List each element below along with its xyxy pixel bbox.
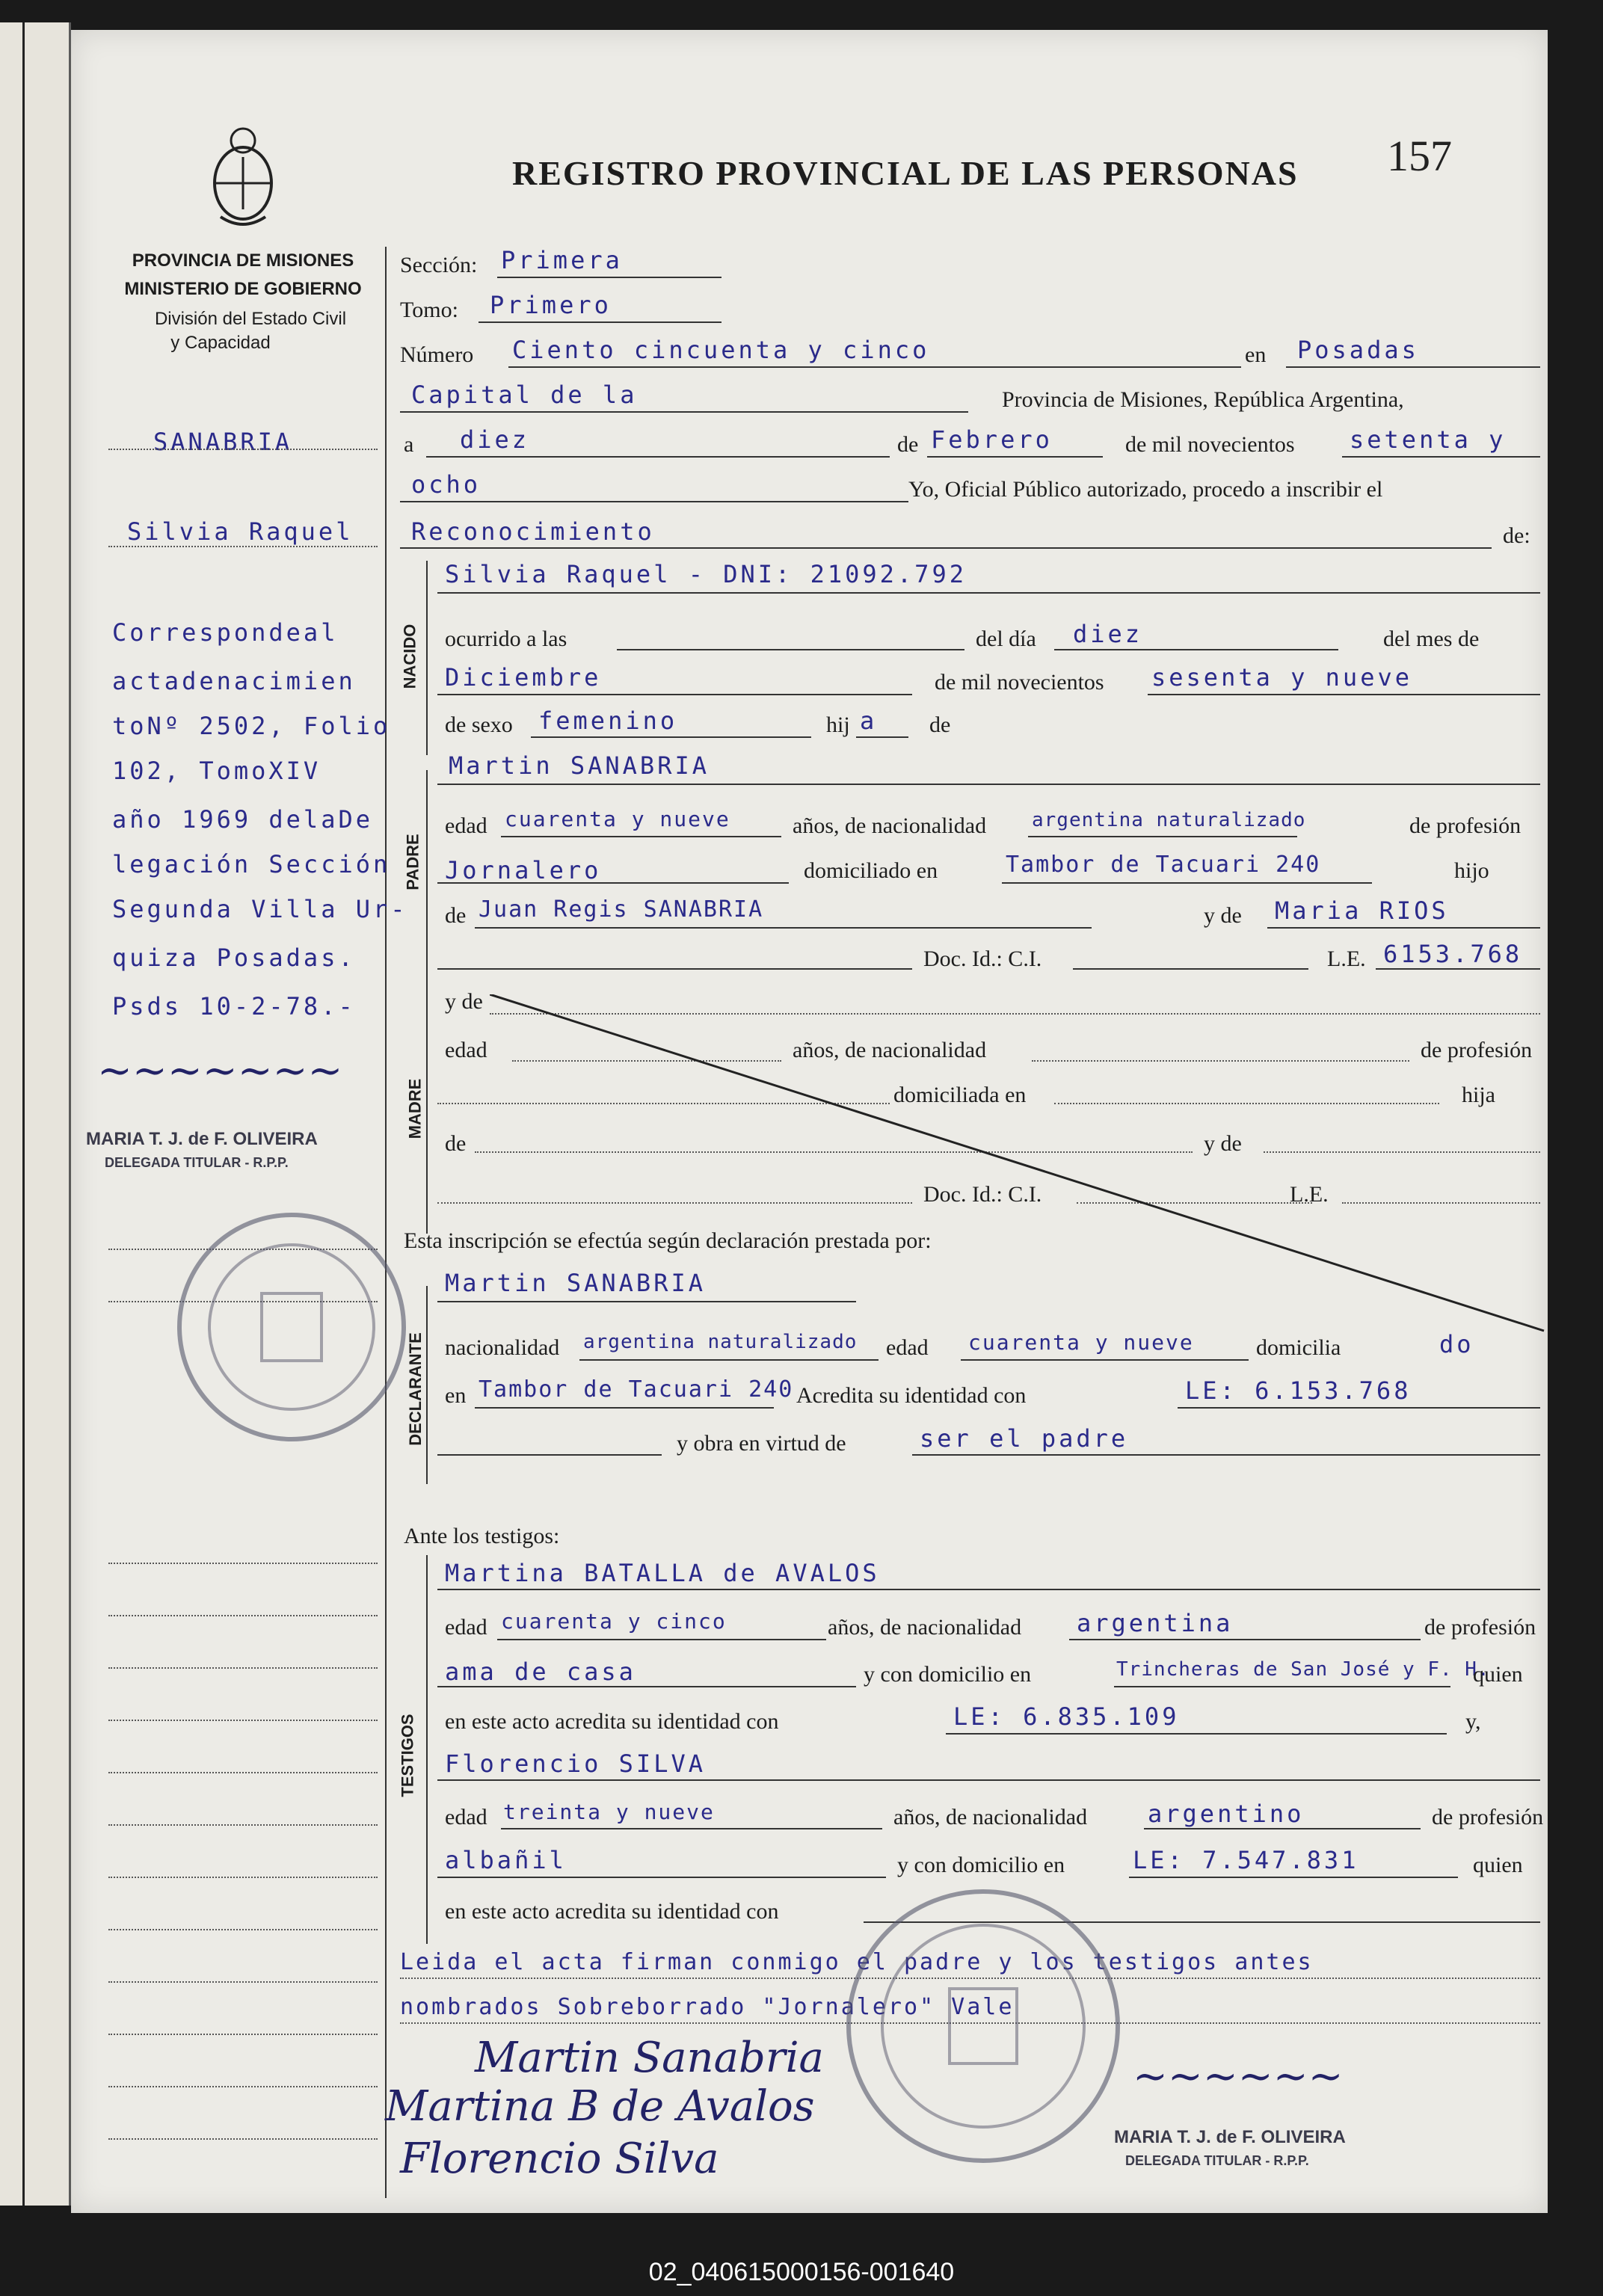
label-t2-con-domicilio: y con domicilio en [897, 1853, 1065, 1877]
margin-note-7: año 1969 delaDe [112, 805, 373, 834]
side-label-testigos: TESTIGOS [398, 1714, 417, 1797]
signature-oficial: ~~~~~~ [1133, 2052, 1344, 2101]
label-obra-virtud: y obra en virtud de [677, 1431, 846, 1456]
register-page [71, 30, 1548, 2213]
margin-note-2: Silvia Raquel [127, 517, 354, 546]
field-line [1342, 456, 1540, 458]
label-t1-profesion: de profesión [1424, 1615, 1536, 1640]
label-ocurrido: ocurrido a las [445, 627, 567, 651]
label-del-dia: del día [976, 627, 1036, 651]
right-stamp-name: MARIA T. J. de F. OLIVEIRA [1114, 2127, 1346, 2147]
side-label-nacido: NACIDO [400, 624, 419, 689]
left-circular-stamp-icon [168, 1204, 415, 1450]
label-t2-anos: años, de nacionalidad [893, 1805, 1088, 1829]
field-line [1129, 1877, 1458, 1878]
field-line [1114, 1686, 1450, 1687]
header-ministry: MINISTERIO DE GOBIERNO [124, 279, 362, 299]
margin-stamp-name: MARIA T. J. de F. OLIVEIRA [86, 1129, 318, 1149]
field-line [479, 321, 721, 323]
value-declarante-nacionalidad: argentina naturalizado [583, 1331, 858, 1353]
right-circular-stamp-icon [834, 1877, 1133, 2176]
value-hij-suffix: a [860, 707, 878, 735]
value-acto: Reconocimiento [411, 517, 655, 546]
header-division-2: y Capacidad [170, 333, 271, 353]
label-nacionalidad: nacionalidad [445, 1335, 560, 1360]
field-line [579, 1359, 879, 1361]
value-testigo1-nombre: Martina BATALLA de AVALOS [445, 1559, 880, 1587]
field-line [856, 736, 908, 738]
value-declarante-edad: cuarenta y nueve [968, 1330, 1194, 1355]
value-testigo1-nacionalidad: argentina [1077, 1609, 1234, 1637]
label-t2-edad: edad [445, 1805, 487, 1829]
value-declarante-virtud: ser el padre [920, 1424, 1129, 1453]
madre-bracket [426, 994, 428, 1234]
label-de-mes: de [897, 432, 919, 457]
label-madre-profesion: de profesión [1421, 1038, 1533, 1062]
field-line [437, 1877, 886, 1878]
value-lugar1: Posadas [1297, 336, 1419, 364]
label-t1-y: y, [1465, 1709, 1481, 1734]
previous-page-edge [0, 22, 71, 2206]
field-line [1286, 366, 1540, 368]
value-padre-edad: cuarenta y nueve [505, 807, 730, 831]
field-line [400, 501, 908, 502]
margin-note-11: Psds 10-2-78.- [112, 992, 356, 1021]
label-hij: hij [826, 713, 850, 737]
value-nacido-sexo: femenino [538, 707, 678, 735]
field-line [508, 366, 1241, 368]
label-en: en [1245, 342, 1267, 367]
margin-rule [108, 1824, 378, 1826]
page-number: 157 [1387, 132, 1452, 180]
margin-rule [108, 1929, 378, 1930]
field-line [437, 694, 912, 695]
value-testigo1-profesion: ama de casa [445, 1658, 636, 1686]
file-id-footer: 02_040615000156-001640 [648, 2258, 955, 2286]
signature-testigo1: Martina B de Avalos [385, 2082, 815, 2131]
label-numero: Número [400, 342, 474, 367]
signature-testigo2: Florencio Silva [400, 2135, 719, 2183]
margin-rule [108, 2086, 378, 2087]
value-declarante-nombre: Martin SANABRIA [445, 1269, 706, 1297]
label-padre-le: L.E. [1327, 947, 1366, 971]
field-line [1148, 694, 1540, 695]
label-y-de: y de [1204, 903, 1242, 928]
field-line [475, 927, 1092, 929]
closing-line-2: nombrados Sobreborrado "Jornalero" Vale [400, 1994, 1015, 2020]
margin-note-5: toNº 2502, Folio [112, 712, 391, 740]
label-t1-edad: edad [445, 1615, 487, 1640]
margin-rule [108, 1877, 378, 1878]
label-declarante-edad: edad [886, 1335, 929, 1360]
field-line [946, 1733, 1447, 1735]
label-yo-oficial: Yo, Oficial Público autorizado, procedo a inscribir el [908, 477, 1383, 502]
label-de-colon: de: [1503, 523, 1530, 548]
field-line [531, 736, 811, 738]
field-line [400, 547, 1492, 549]
value-testigo2-doc: LE: 7.547.831 [1133, 1846, 1359, 1874]
margin-rule [108, 449, 378, 450]
field-line [437, 784, 1540, 785]
label-seccion: Sección: [400, 253, 478, 277]
field-line [475, 1407, 774, 1409]
label-t2-profesion: de profesión [1432, 1805, 1544, 1829]
side-label-madre: MADRE [405, 1078, 425, 1139]
label-padre-edad: edad [445, 813, 487, 838]
label-madre-y-de-2: y de [1204, 1131, 1242, 1156]
margin-rule [108, 1563, 378, 1564]
margin-rule [108, 546, 378, 547]
margin-note-9: Segunda Villa Ur- [112, 895, 408, 923]
value-declarante-doc: LE: 6.153.768 [1185, 1376, 1412, 1405]
margin-rule [108, 2138, 378, 2140]
label-esta-inscripcion: Esta inscripción se efectúa según declaración prestada por: [404, 1228, 932, 1253]
label-t1-en-este-acto: en este acto acredita su identidad con [445, 1709, 779, 1734]
label-hijo: hijo [1454, 858, 1489, 883]
label-de-mil: de mil novecientos [1125, 432, 1295, 457]
label-decl-en: en [445, 1383, 467, 1408]
label-del-mes-de: del mes de [1383, 627, 1480, 651]
margin-rule [108, 1981, 378, 1983]
margin-rule [108, 1667, 378, 1669]
label-acredita: Acredita su identidad con [796, 1383, 1027, 1408]
side-label-padre: PADRE [403, 834, 422, 890]
value-testigo2-nombre: Florencio SILVA [445, 1749, 706, 1778]
margin-rule [108, 1772, 378, 1773]
label-t2-quien: quien [1473, 1853, 1523, 1877]
margin-rule [108, 2034, 378, 2035]
value-padre-le: 6153.768 [1383, 940, 1523, 968]
value-declarante-domicilia: do [1439, 1330, 1474, 1358]
value-lugar2: Capital de la [411, 381, 638, 409]
value-anio-part2: ocho [411, 470, 481, 499]
previous-page-rule [22, 22, 25, 2206]
side-label-declarante: DECLARANTE [405, 1332, 425, 1446]
margin-note-4: actadenacimien [112, 667, 356, 695]
field-line [1144, 1828, 1421, 1829]
value-padre-nacionalidad: argentina naturalizado [1032, 809, 1306, 831]
field-line [961, 1359, 1249, 1361]
value-nacido-dia: diez [1073, 620, 1143, 648]
testigos-bracket [426, 1555, 428, 1944]
value-testigo1-domicilio: Trincheras de San José y F. H. [1116, 1658, 1490, 1681]
field-line [437, 592, 1540, 594]
label-madre-de: de [445, 1131, 467, 1156]
margin-note-1: SANABRIA [153, 428, 293, 456]
field-line [1073, 968, 1308, 970]
value-padre-madre: Maria RIOS [1275, 896, 1449, 925]
label-domiciliada-en: domiciliada en [893, 1083, 1027, 1107]
value-anio-part1: setenta y [1350, 425, 1507, 454]
field-line [1054, 649, 1338, 650]
value-declarante-domicilio: Tambor de Tacuari 240 [479, 1376, 794, 1403]
signature-padre: Martin Sanabria [475, 2034, 824, 2082]
field-line [400, 411, 968, 413]
padre-bracket [426, 770, 428, 1002]
value-seccion: Primera [501, 246, 623, 274]
margin-rule [108, 1615, 378, 1616]
margin-note-3: Correspondeal [112, 618, 339, 647]
value-testigo1-edad: cuarenta y cinco [501, 1609, 727, 1634]
margin-note-8: legación Sección [112, 850, 391, 878]
label-provincia: Provincia de Misiones, República Argentina, [1002, 387, 1404, 412]
label-madre-edad: edad [445, 1038, 487, 1062]
value-testigo1-doc: LE: 6.835.109 [953, 1702, 1180, 1731]
field-line [437, 1454, 662, 1456]
value-padre-nombre: Martin SANABRIA [449, 751, 710, 780]
value-testigo2-nacionalidad: argentino [1148, 1800, 1305, 1828]
nacido-bracket [426, 561, 428, 755]
value-padre-padre: Juan Regis SANABRIA [479, 896, 764, 923]
value-testigo2-edad: treinta y nueve [503, 1800, 715, 1824]
field-line [927, 456, 1103, 458]
field-line [1178, 1407, 1540, 1409]
margin-rule [108, 1720, 378, 1721]
field-line [617, 649, 964, 650]
header-province: PROVINCIA DE MISIONES [132, 250, 354, 271]
label-domicilia: domicilia [1256, 1335, 1341, 1360]
field-line [1376, 968, 1540, 970]
label-padre-de: de [445, 903, 467, 928]
label-t1-con-domicilio: y con domicilio en [864, 1662, 1032, 1687]
field-line [437, 1686, 856, 1687]
label-de-hij: de [929, 713, 951, 737]
label-padre-profesion: de profesión [1409, 813, 1522, 838]
field-line [1267, 927, 1540, 929]
label-t2-en-este-acto: en este acto acredita su identidad con [445, 1899, 779, 1924]
field-line [1028, 836, 1297, 837]
value-dia: diez [460, 425, 530, 454]
field-line [426, 456, 890, 458]
margin-stamp-role: DELEGADA TITULAR - R.P.P. [105, 1155, 289, 1170]
label-a: a [404, 432, 414, 457]
value-testigo2-profesion: albañil [445, 1846, 567, 1874]
label-padre-doc: Doc. Id.: C.I. [923, 947, 1042, 971]
value-nacido-nombre: Silvia Raquel - DNI: 21092.792 [445, 560, 967, 588]
label-tomo: Tomo: [400, 298, 458, 322]
margin-signature: ~~~~~~~ [97, 1047, 343, 1095]
label-padre-anos: años, de nacionalidad [793, 813, 987, 838]
label-domiciliado-en: domiciliado en [804, 858, 938, 883]
field-line [1002, 882, 1372, 884]
margin-note-10: quiza Posadas. [112, 944, 356, 972]
value-padre-domicilio: Tambor de Tacuari 240 [1006, 852, 1321, 878]
field-line [497, 277, 721, 278]
label-hija: hija [1462, 1083, 1495, 1107]
margin-note-6: 102, TomoXIV [112, 757, 321, 785]
value-padre-profesion: Jornalero [445, 856, 602, 884]
header-division-1: División del Estado Civil [154, 309, 347, 329]
label-madre-y-de: y de [445, 989, 483, 1014]
value-nacido-mes: Diciembre [445, 663, 602, 692]
field-line [437, 1301, 856, 1302]
field-line [437, 968, 912, 970]
label-madre-anos: años, de nacionalidad [793, 1038, 987, 1062]
label-ante-testigos: Ante los testigos: [404, 1524, 560, 1548]
right-stamp-role: DELEGADA TITULAR - R.P.P. [1125, 2153, 1309, 2168]
label-t1-anos: años, de nacionalidad [828, 1615, 1022, 1640]
field-line [497, 1639, 826, 1640]
label-madre-doc: Doc. Id.: C.I. [923, 1182, 1042, 1207]
label-de-mil-novecientos: de mil novecientos [935, 670, 1104, 695]
declarante-bracket [426, 1286, 428, 1484]
page-title: REGISTRO PROVINCIAL DE LAS PERSONAS [512, 154, 1299, 192]
field-line [437, 882, 789, 884]
label-t1-quien: quien [1473, 1662, 1523, 1687]
value-nacido-anio: sesenta y nueve [1151, 663, 1412, 692]
value-numero: Ciento cincuenta y cinco [512, 336, 930, 364]
field-line [1069, 1639, 1421, 1640]
field-line [912, 1454, 1540, 1456]
label-madre-le: L.E. [1290, 1182, 1329, 1207]
label-de-sexo: de sexo [445, 713, 513, 737]
coat-of-arms-icon [198, 120, 288, 232]
field-line [437, 1589, 1540, 1590]
value-tomo: Primero [490, 291, 612, 319]
closing-line-1: Leida el acta firman conmigo el padre y los testigos antes [400, 1949, 1314, 1975]
field-line [501, 836, 781, 837]
value-mes: Febrero [931, 425, 1053, 454]
field-line [501, 1828, 882, 1829]
field-line [437, 1779, 1540, 1781]
